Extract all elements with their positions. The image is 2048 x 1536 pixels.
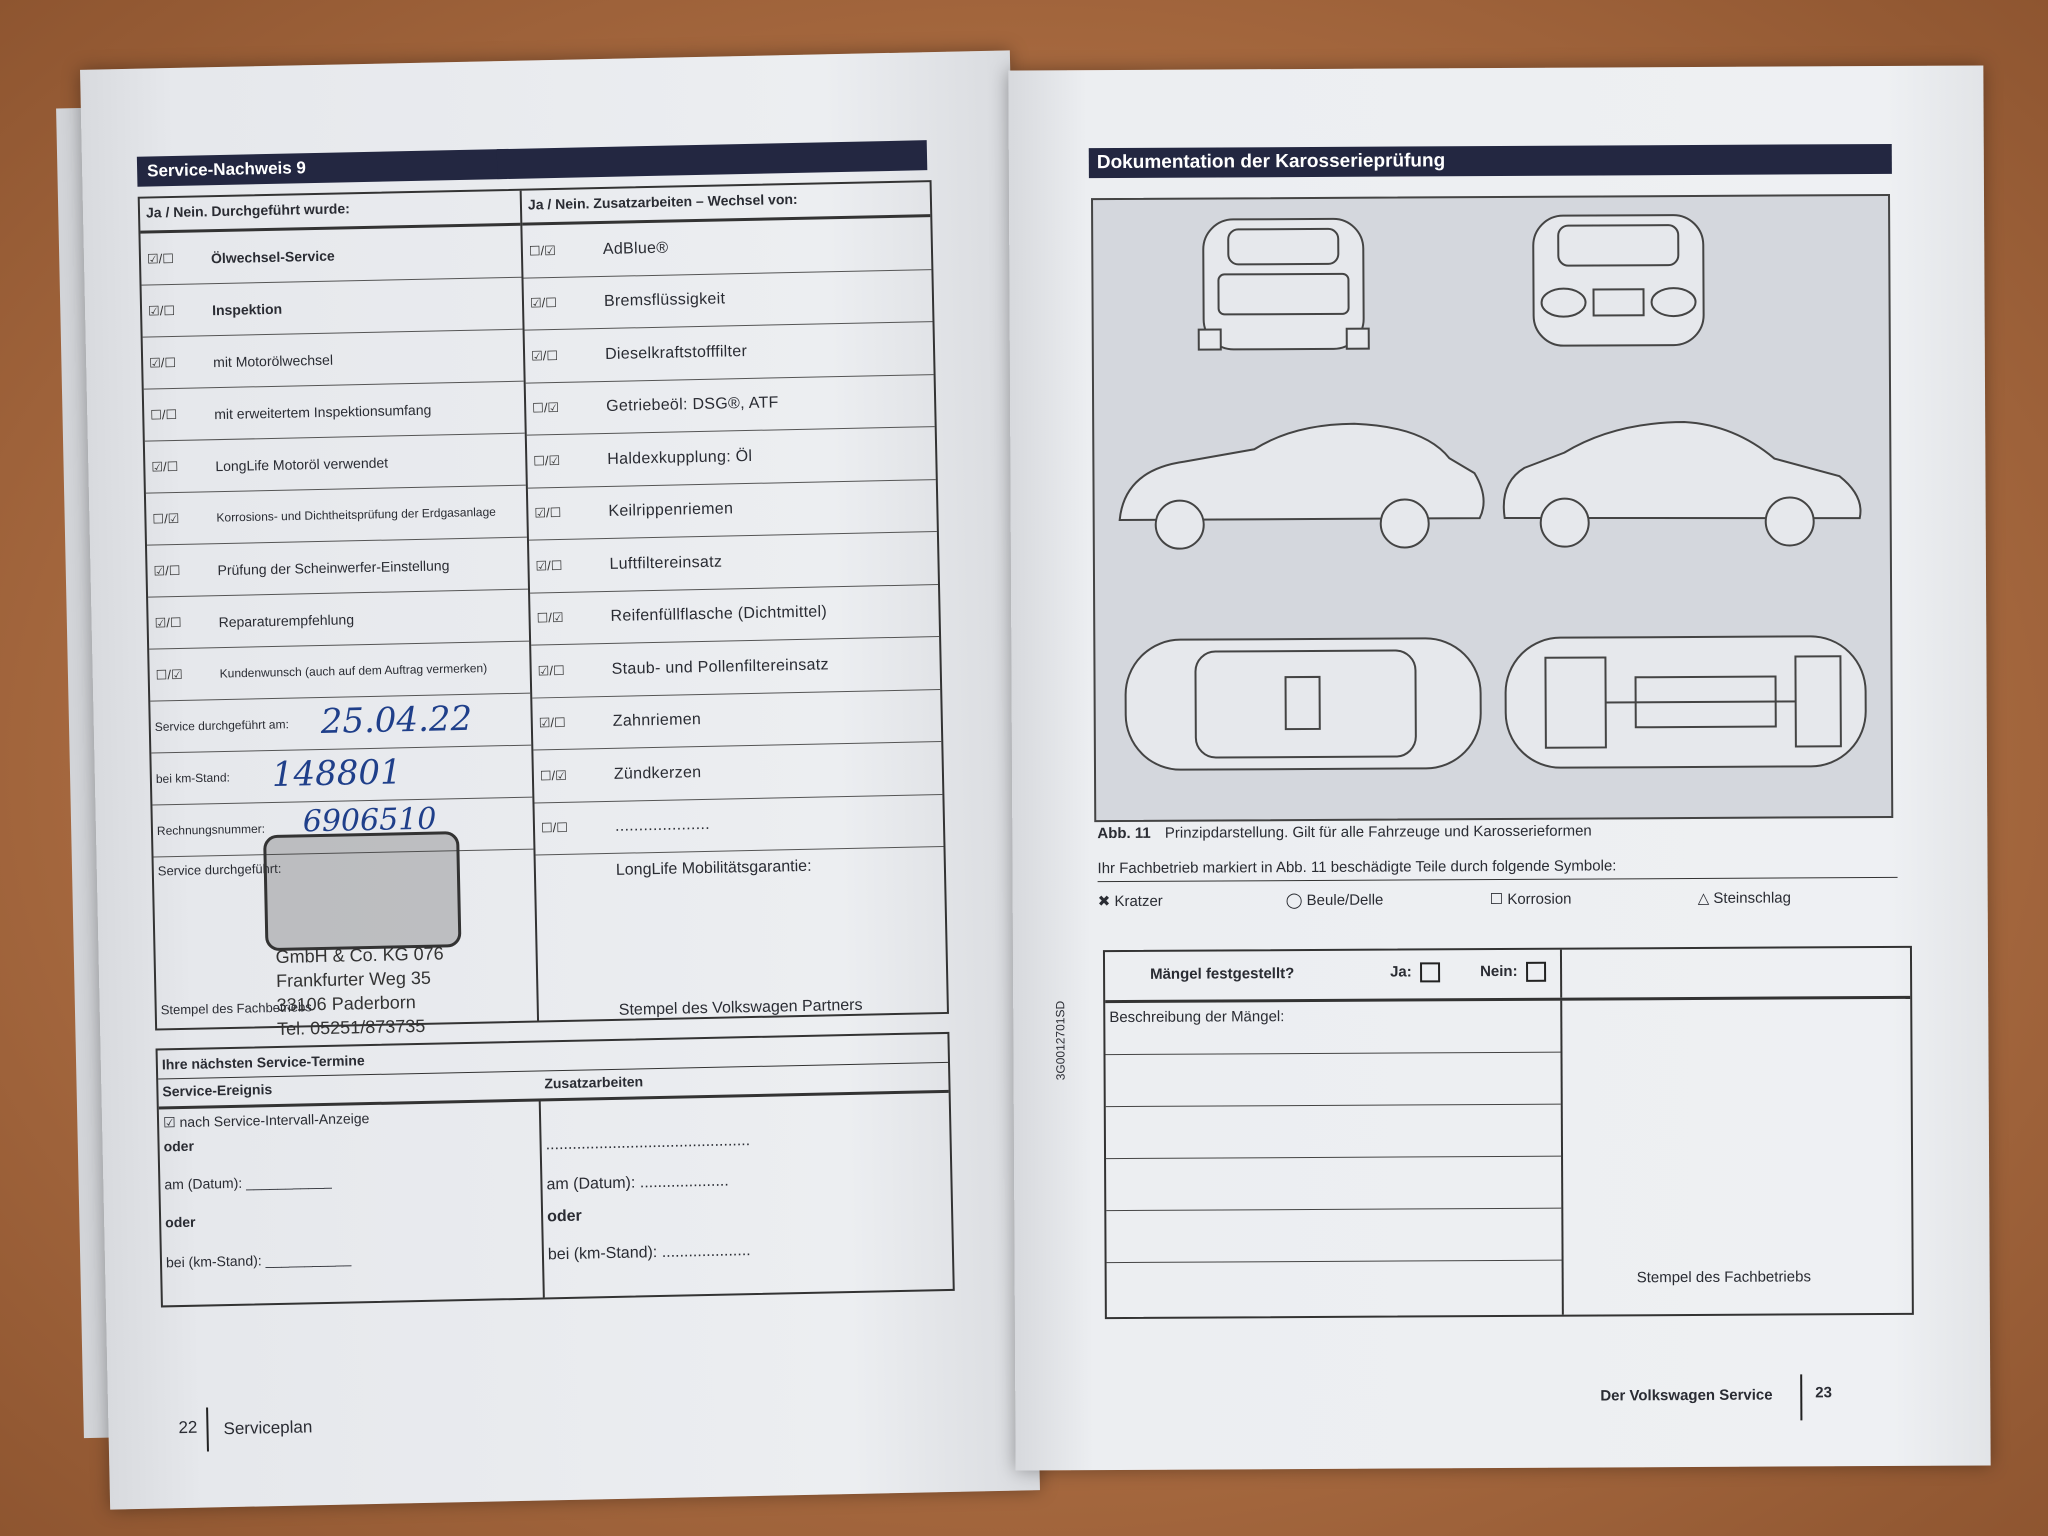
yes-no-checkbox[interactable]: ☑/☐ <box>151 458 179 474</box>
extra-work-label: .................... <box>614 816 711 836</box>
extra-work-row <box>527 427 936 488</box>
performed-row <box>147 538 528 598</box>
extra-work-row <box>525 322 934 383</box>
km-value: 148801 <box>271 752 403 796</box>
extra-work-column <box>522 182 947 1020</box>
right-footer-section: Der Volkswagen Service <box>1600 1386 1773 1405</box>
figure-caption-text: Prinzipdarstellung. Gilt für alle Fahrzeuge und Karosserieformen <box>1164 822 1592 842</box>
yes-no-checkbox[interactable]: ☐/☑ <box>152 510 180 526</box>
extra-work-row <box>531 637 940 698</box>
performed-item-label: mit Motorölwechsel <box>212 351 334 370</box>
next-service-title: Ihre nächsten Service-Termine <box>158 1034 948 1080</box>
description-line <box>1105 1001 1560 1055</box>
yes-no-checkbox[interactable]: ☑/☐ <box>537 662 565 679</box>
left-page <box>80 50 1040 1509</box>
performed-row <box>149 642 530 702</box>
vw-stamp-label: Stempel des Volkswagen Partners <box>618 996 863 1019</box>
figure-number: Abb. 11 <box>1097 824 1151 843</box>
description-line <box>1106 1157 1561 1211</box>
service-title: Service-Nachweis 9 <box>137 149 508 187</box>
extra-work-next-header: Zusatzarbeiten <box>544 1073 644 1092</box>
defects-header <box>1105 948 1910 1003</box>
yes-no-checkbox[interactable]: ☐/☐ <box>540 820 569 836</box>
no-checkbox[interactable] <box>1526 962 1546 982</box>
car-front-view-icon <box>1533 215 1704 346</box>
extra-work-row <box>522 217 931 278</box>
service-event-header: Service-Ereignis <box>162 1081 273 1100</box>
yes-no-checkbox[interactable]: ☑/☐ <box>153 562 181 578</box>
next-service-table <box>156 1032 955 1308</box>
damage-symbols <box>1097 888 1878 911</box>
description-label: Beschreibung der Mängel: <box>1109 1008 1285 1027</box>
yes-checkbox[interactable] <box>1420 962 1440 982</box>
next-left-3: oder <box>165 1213 196 1231</box>
performed-item-label: Prüfung der Scheinwerfer-Einstellung <box>217 556 450 578</box>
yes-no-checkbox[interactable]: ☑/☐ <box>146 250 175 267</box>
right-page <box>1008 65 1990 1470</box>
performed-rows <box>140 226 530 702</box>
defects-description <box>1105 1001 1564 1317</box>
corrosion-symbol: ☐ Korrosion <box>1489 890 1572 909</box>
yes-no-checkbox[interactable]: ☑/☐ <box>530 347 559 364</box>
extra-work-row <box>530 585 939 646</box>
longlife-label: LongLife Mobilitätsgarantie: <box>615 857 812 879</box>
extra-work-label: Dieselkraftstofffilter <box>604 342 748 363</box>
extra-work-header: Ja / Nein. Zusatzarbeiten – Wechsel von: <box>522 182 931 226</box>
dealer-stamp-logo <box>263 831 461 951</box>
defects-form <box>1103 946 1914 1319</box>
km-row <box>151 746 532 806</box>
dent-symbol: ◯ Beule/Delle <box>1285 891 1384 910</box>
scratch-symbol: ✖ Kratzer <box>1097 892 1163 911</box>
dealer-stamp-text: GmbH & Co. KG 076 Frankfurter Weg 35 33106 Paderborn Tel. 05251/873735 <box>275 943 444 1039</box>
extra-work-row <box>532 690 941 751</box>
yes-no-checkbox[interactable]: ☑/☐ <box>529 295 558 311</box>
invoice-value: 6906510 <box>302 801 437 840</box>
performed-row <box>140 226 521 286</box>
next-right-3: bei (km-Stand): .................... <box>547 1242 751 1264</box>
performed-item-label: mit erweitertem Inspektionsumfang <box>214 401 432 422</box>
yes-no-checkbox[interactable]: ☑/☐ <box>535 557 563 574</box>
performed-row <box>143 330 524 390</box>
stamp-label: Stempel des Fachbetriebs <box>160 999 312 1018</box>
right-page-number: 23 <box>1815 1384 1833 1402</box>
side-code: 3G0012701SD <box>1053 1000 1068 1081</box>
service-by-label: Service durchgeführt: <box>157 860 282 879</box>
service-header <box>137 140 927 187</box>
header-divider <box>1560 950 1562 998</box>
car-underbody-view-icon <box>1505 636 1866 768</box>
performed-row <box>142 278 523 338</box>
stamp-area <box>154 850 537 1039</box>
yes-no-checkbox[interactable]: ☑/☐ <box>147 302 176 319</box>
next-left-2: am (Datum): ___________ <box>164 1172 332 1193</box>
service-date-value: 25.04.22 <box>320 698 473 742</box>
yes-no-checkbox[interactable]: ☐/☑ <box>528 242 556 259</box>
description-line <box>1106 1105 1561 1159</box>
extra-work-label: Reifenfüllflasche (Dichtmittel) <box>610 603 828 626</box>
extra-work-label: Staub- und Pollenfiltereinsatz <box>611 656 829 678</box>
left-footer-section: Serviceplan <box>223 1417 313 1439</box>
extra-work-row <box>523 270 932 331</box>
extra-work-label: Getriebeöl: DSG®, ATF <box>606 394 779 416</box>
yes-no-checkbox[interactable]: ☐/☑ <box>533 452 561 469</box>
figure-caption <box>1097 823 1592 843</box>
next-left-1: oder <box>163 1137 195 1155</box>
description-line <box>1107 1261 1562 1314</box>
footer-divider <box>206 1408 209 1452</box>
yes-no-checkbox[interactable]: ☑/☐ <box>149 354 177 371</box>
performed-row <box>146 486 527 546</box>
left-page-number: 22 <box>178 1417 198 1438</box>
performed-item-label: Korrosions- und Dichtheitsprüfung der Erdgasanlage <box>216 504 497 525</box>
km-label: bei km-Stand: <box>155 769 231 786</box>
performed-header: Ja / Nein. Durchgeführt wurde: <box>140 191 521 234</box>
extra-work-label: Zahnriemen <box>612 711 702 731</box>
description-line <box>1106 1209 1561 1263</box>
extra-work-label: Bremsflüssigkeit <box>603 290 726 311</box>
invoice-label: Rechnungsnummer: <box>156 821 266 838</box>
extra-work-label: Keilrippenriemen <box>608 500 734 521</box>
car-top-view-icon <box>1125 638 1481 770</box>
performed-column <box>140 191 539 1039</box>
defects-found-label: Mängel festgestellt? <box>1150 965 1295 983</box>
car-side-right-icon <box>1503 421 1860 547</box>
next-left-0: ☑ nach Service-Intervall-Anzeige <box>162 1110 370 1131</box>
next-extra-cell <box>541 1090 953 1298</box>
extra-work-label: AdBlue® <box>602 239 669 258</box>
extra-work-row <box>529 532 938 593</box>
damage-hint: Ihr Fachbetrieb markiert in Abb. 11 beschädigte Teile durch folgende Symbole: <box>1097 856 1897 882</box>
performed-row <box>148 590 529 650</box>
right-footer-divider <box>1800 1374 1802 1420</box>
performed-item-label: LongLife Motoröl verwendet <box>215 454 389 474</box>
extra-work-row <box>526 375 935 436</box>
extra-work-label: Zündkerzen <box>613 763 702 783</box>
yes-no-checkbox[interactable]: ☐/☑ <box>532 400 560 416</box>
dealer-stamp-label: Stempel des Fachbetriebs <box>1636 1268 1811 1287</box>
yes-no-checkbox[interactable]: ☐/☑ <box>536 610 564 626</box>
service-date-row <box>150 694 531 754</box>
performed-row <box>145 434 526 494</box>
yes-no-checkbox[interactable]: ☑/☐ <box>154 614 182 630</box>
body-inspection-figure <box>1091 194 1893 822</box>
next-right-1: am (Datum): .................... <box>546 1172 729 1194</box>
yes-no-checkbox[interactable]: ☐/☑ <box>539 767 567 784</box>
extra-work-row <box>528 480 937 541</box>
yes-no-checkbox[interactable]: ☑/☐ <box>538 715 566 731</box>
performed-item-label: Ölwechsel-Service <box>210 247 335 266</box>
performed-item-label: Inspektion <box>211 300 283 318</box>
next-right-2: oder <box>546 1207 582 1226</box>
extra-work-rows <box>522 217 943 855</box>
car-rear-view-icon <box>1198 219 1369 350</box>
performed-item-label: Reparaturempfehlung <box>218 610 355 630</box>
stone-chip-symbol: △ Steinschlag <box>1697 889 1791 907</box>
yes-no-checkbox[interactable]: ☐/☐ <box>150 406 178 422</box>
performed-item-label: Kundenwunsch (auch auf dem Auftrag vermerken) <box>219 660 488 681</box>
yes-no-checkbox[interactable]: ☐/☑ <box>155 666 183 682</box>
extra-work-label: Luftfiltereinsatz <box>609 553 723 573</box>
next-event-cell <box>159 1098 545 1305</box>
yes-no-checkbox[interactable]: ☑/☐ <box>534 505 562 521</box>
service-table <box>138 180 949 1039</box>
doc-title: Dokumentation der Karosserieprüfung <box>1089 144 1892 178</box>
longlife-area <box>536 847 947 1026</box>
performed-row <box>144 382 525 442</box>
extra-work-row <box>534 794 943 855</box>
car-diagrams <box>1093 196 1891 820</box>
next-right-0: .............................................. <box>545 1132 751 1154</box>
next-left-4: bei (km-Stand): ___________ <box>165 1250 352 1271</box>
car-side-left-icon <box>1119 423 1484 549</box>
extra-work-row <box>533 742 942 803</box>
service-date-label: Service durchgeführt am: <box>154 716 289 734</box>
defects-no: Nein: <box>1480 962 1546 982</box>
description-line <box>1105 1053 1560 1107</box>
extra-work-label: Haldexkupplung: Öl <box>607 447 753 468</box>
defects-yes: Ja: <box>1390 962 1440 982</box>
